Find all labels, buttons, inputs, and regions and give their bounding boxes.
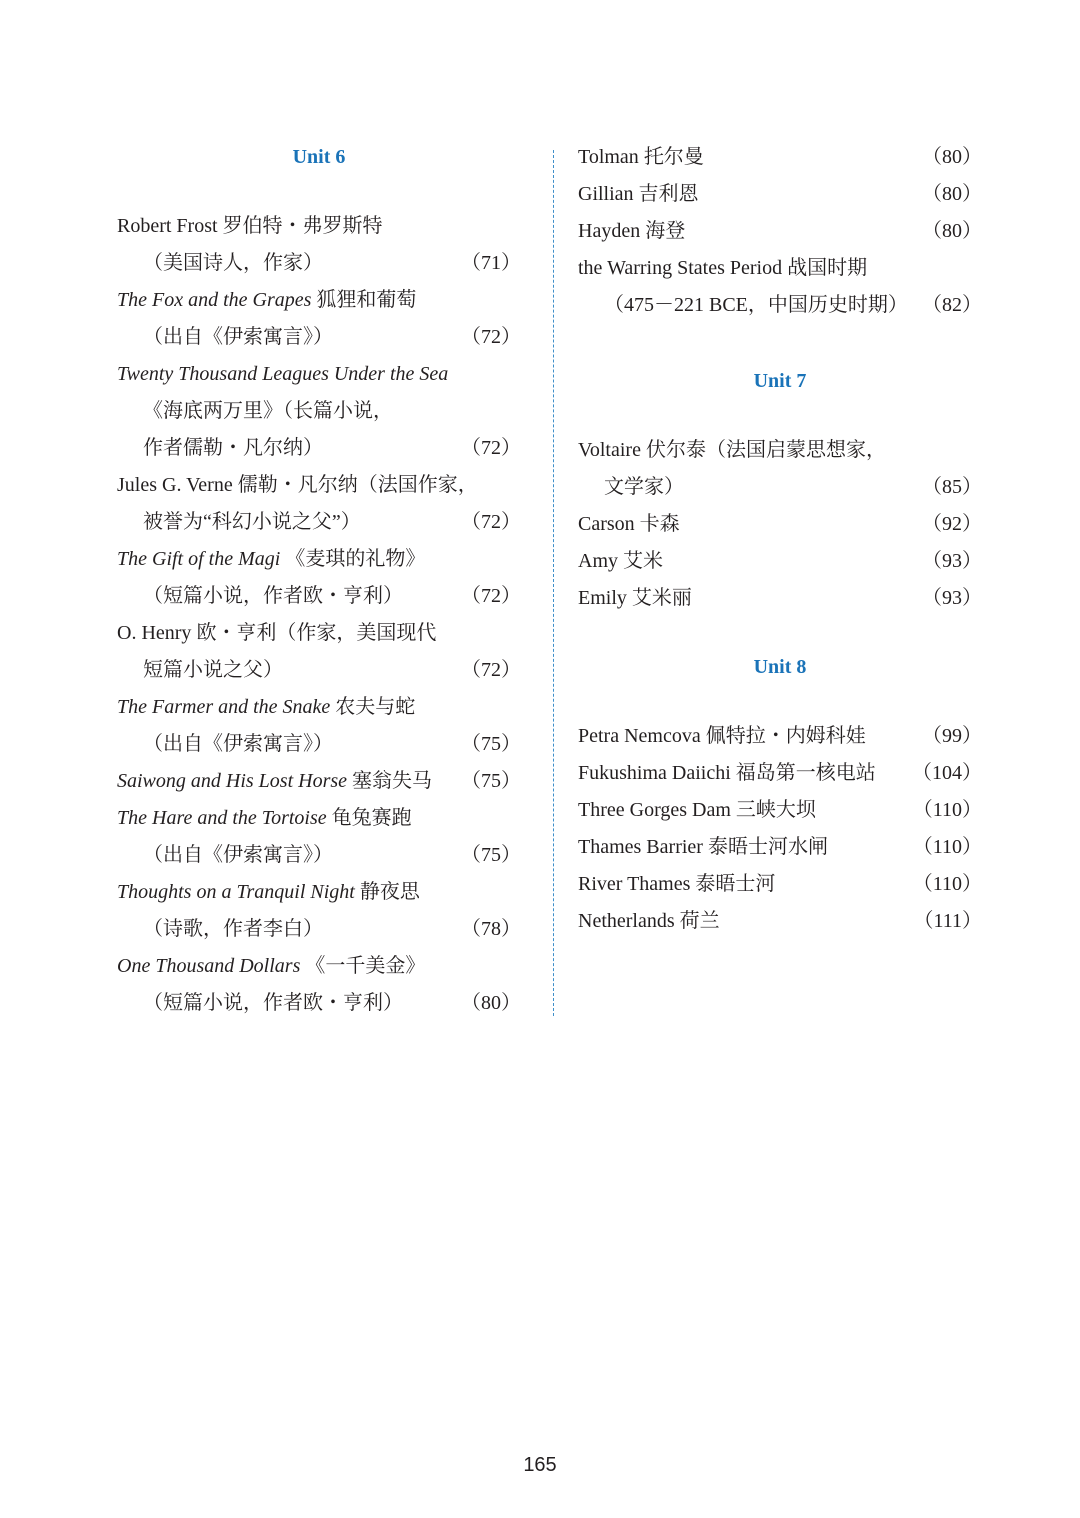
entry-en: Three Gorges Dam [578, 799, 731, 821]
index-entry [578, 546, 982, 576]
entry-en: Amy [578, 550, 618, 572]
index-entry [117, 655, 521, 685]
index-entry [578, 435, 982, 465]
entry-en: Hayden [578, 220, 641, 242]
index-entry [578, 472, 982, 502]
index-entry [578, 583, 982, 613]
index-entry [117, 433, 521, 463]
index-entry [117, 618, 521, 648]
index-entry [117, 470, 521, 500]
index-entry [578, 216, 982, 246]
entry-page: （80） [461, 992, 521, 1014]
unit-6-heading: Unit 6 [292, 146, 346, 168]
index-entry [578, 758, 982, 788]
entry-zh: （出自《伊索寓言》） [143, 733, 333, 755]
entry-zh: 龟兔赛跑 [326, 807, 412, 829]
entry-page: （93） [922, 550, 982, 572]
entry-zh: 泰晤士河 [690, 873, 776, 895]
entry-page: （85） [922, 476, 982, 498]
entry-zh: 被誉为“科幻小说之父”） [143, 511, 361, 533]
index-entry [117, 988, 521, 1018]
entry-zh: （短篇小说，作者欧・亨利） [143, 585, 403, 607]
unit-7-heading: Unit 7 [753, 370, 807, 392]
index-entry [578, 142, 982, 172]
entry-page: （82） [922, 294, 982, 316]
index-entry [117, 285, 521, 315]
index-entry [117, 322, 521, 352]
entry-zh: （475－221 BCE，中国历史时期） [604, 294, 908, 316]
entry-en: Carson [578, 513, 635, 535]
entry-zh: 欧・亨利（作家，美国现代 [191, 622, 437, 644]
entry-zh: 作者儒勒・凡尔纳） [143, 437, 323, 459]
entry-zh: 福岛第一核电站 [730, 762, 876, 784]
entry-zh: 塞翁失马 [347, 770, 433, 792]
entry-en: Tolman [578, 146, 639, 168]
entry-page: （99） [922, 725, 982, 747]
entry-zh: 三峡大坝 [730, 799, 816, 821]
entry-en: River Thames [578, 873, 691, 895]
index-entry [117, 914, 521, 944]
entry-page: （78） [461, 918, 521, 940]
entry-page: （104） [912, 762, 982, 784]
entry-en: The Fox and the Grapes [117, 289, 312, 311]
entry-zh: 罗伯特・弗罗斯特 [217, 215, 383, 237]
index-entry [578, 290, 982, 320]
entry-en: Twenty Thousand Leagues Under the Sea [117, 363, 449, 385]
entry-zh: 《一千美金》 [300, 955, 426, 977]
entry-zh: 托尔曼 [638, 146, 704, 168]
index-entry [578, 906, 982, 936]
entry-zh: 静夜思 [354, 881, 420, 903]
entry-zh: 《海底两万里》（长篇小说， [143, 400, 393, 422]
entry-page: （80） [922, 183, 982, 205]
index-entry [117, 544, 521, 574]
index-entry [117, 766, 521, 796]
entry-en: Petra Nemcova [578, 725, 701, 747]
entry-en: Saiwong and His Lost Horse [117, 770, 348, 792]
entry-en: Robert Frost [117, 215, 218, 237]
index-entry [578, 869, 982, 899]
entry-zh: 卡森 [634, 513, 680, 535]
index-entry [117, 692, 521, 722]
index-entry [117, 803, 521, 833]
entry-page: （93） [922, 587, 982, 609]
entry-zh: 伏尔泰（法国启蒙思想家， [640, 439, 886, 461]
entry-zh: 荷兰 [674, 910, 720, 932]
entry-zh: 文学家） [604, 476, 684, 498]
entry-en: Netherlands [578, 910, 675, 932]
index-entry [117, 248, 521, 278]
column-divider [553, 150, 554, 1016]
entry-page: （111） [913, 910, 982, 932]
index-entry [117, 951, 521, 981]
entry-zh: 艾米 [618, 550, 663, 572]
index-entry [117, 877, 521, 907]
index-entry [578, 832, 982, 862]
entry-page: （72） [461, 511, 521, 533]
entry-zh: 农夫与蛇 [330, 696, 416, 718]
index-entry [578, 509, 982, 539]
index-entry [117, 396, 521, 426]
index-entry [117, 359, 521, 389]
entry-zh: 吉利恩 [633, 183, 699, 205]
entry-zh: 狐狸和葡萄 [311, 289, 417, 311]
entry-en: The Farmer and the Snake [117, 696, 331, 718]
entry-page: （71） [461, 252, 521, 274]
entry-zh: 《麦琪的礼物》 [280, 548, 426, 570]
entry-en: The Hare and the Tortoise [117, 807, 327, 829]
page-number: 165 [523, 1454, 557, 1476]
entry-page: （110） [912, 836, 982, 858]
index-entry [578, 795, 982, 825]
entry-en: Voltaire [578, 439, 641, 461]
entry-page: （92） [922, 513, 982, 535]
entry-page: （72） [461, 326, 521, 348]
entry-zh: 佩特拉・内姆科娃 [700, 725, 866, 747]
entry-en: Thoughts on a Tranquil Night [117, 881, 355, 903]
entry-zh: （美国诗人，作家） [143, 252, 323, 274]
entry-zh: （出自《伊索寓言》） [143, 844, 333, 866]
entry-page: （72） [461, 585, 521, 607]
index-entry [578, 179, 982, 209]
unit-8-heading: Unit 8 [753, 656, 807, 678]
entry-page: （72） [461, 659, 521, 681]
index-entry [578, 253, 982, 283]
entry-en: Emily [578, 587, 627, 609]
index-entry [117, 581, 521, 611]
entry-zh: 短篇小说之父） [143, 659, 283, 681]
entry-en: O. Henry [117, 622, 192, 644]
entry-en: the Warring States Period [578, 257, 783, 279]
index-entry [578, 721, 982, 751]
entry-en: The Gift of the Magi [117, 548, 281, 570]
entry-page: （80） [922, 146, 982, 168]
entry-page: （75） [461, 844, 521, 866]
entry-zh: 泰晤士河水闸 [702, 836, 828, 858]
entry-zh: 战国时期 [782, 257, 868, 279]
entry-page: （110） [912, 873, 982, 895]
entry-page: （72） [461, 437, 521, 459]
entry-page: （75） [461, 770, 521, 792]
index-entry [117, 729, 521, 759]
entry-en: Fukushima Daiichi [578, 762, 731, 784]
index-entry [117, 211, 521, 241]
entry-zh: （诗歌，作者李白） [143, 918, 323, 940]
entry-en: Jules G. Verne [117, 474, 233, 496]
index-entry [117, 840, 521, 870]
entry-zh: 儒勒・凡尔纳（法国作家， [232, 474, 478, 496]
entry-zh: （出自《伊索寓言》） [143, 326, 333, 348]
entry-en: One Thousand Dollars [117, 955, 301, 977]
entry-page: （75） [461, 733, 521, 755]
entry-page: （80） [922, 220, 982, 242]
entry-zh: （短篇小说，作者欧・亨利） [143, 992, 403, 1014]
entry-zh: 海登 [640, 220, 686, 242]
index-entry [117, 507, 521, 537]
entry-en: Thames Barrier [578, 836, 703, 858]
entry-page: （110） [912, 799, 982, 821]
entry-zh: 艾米丽 [626, 587, 692, 609]
entry-en: Gillian [578, 183, 634, 205]
